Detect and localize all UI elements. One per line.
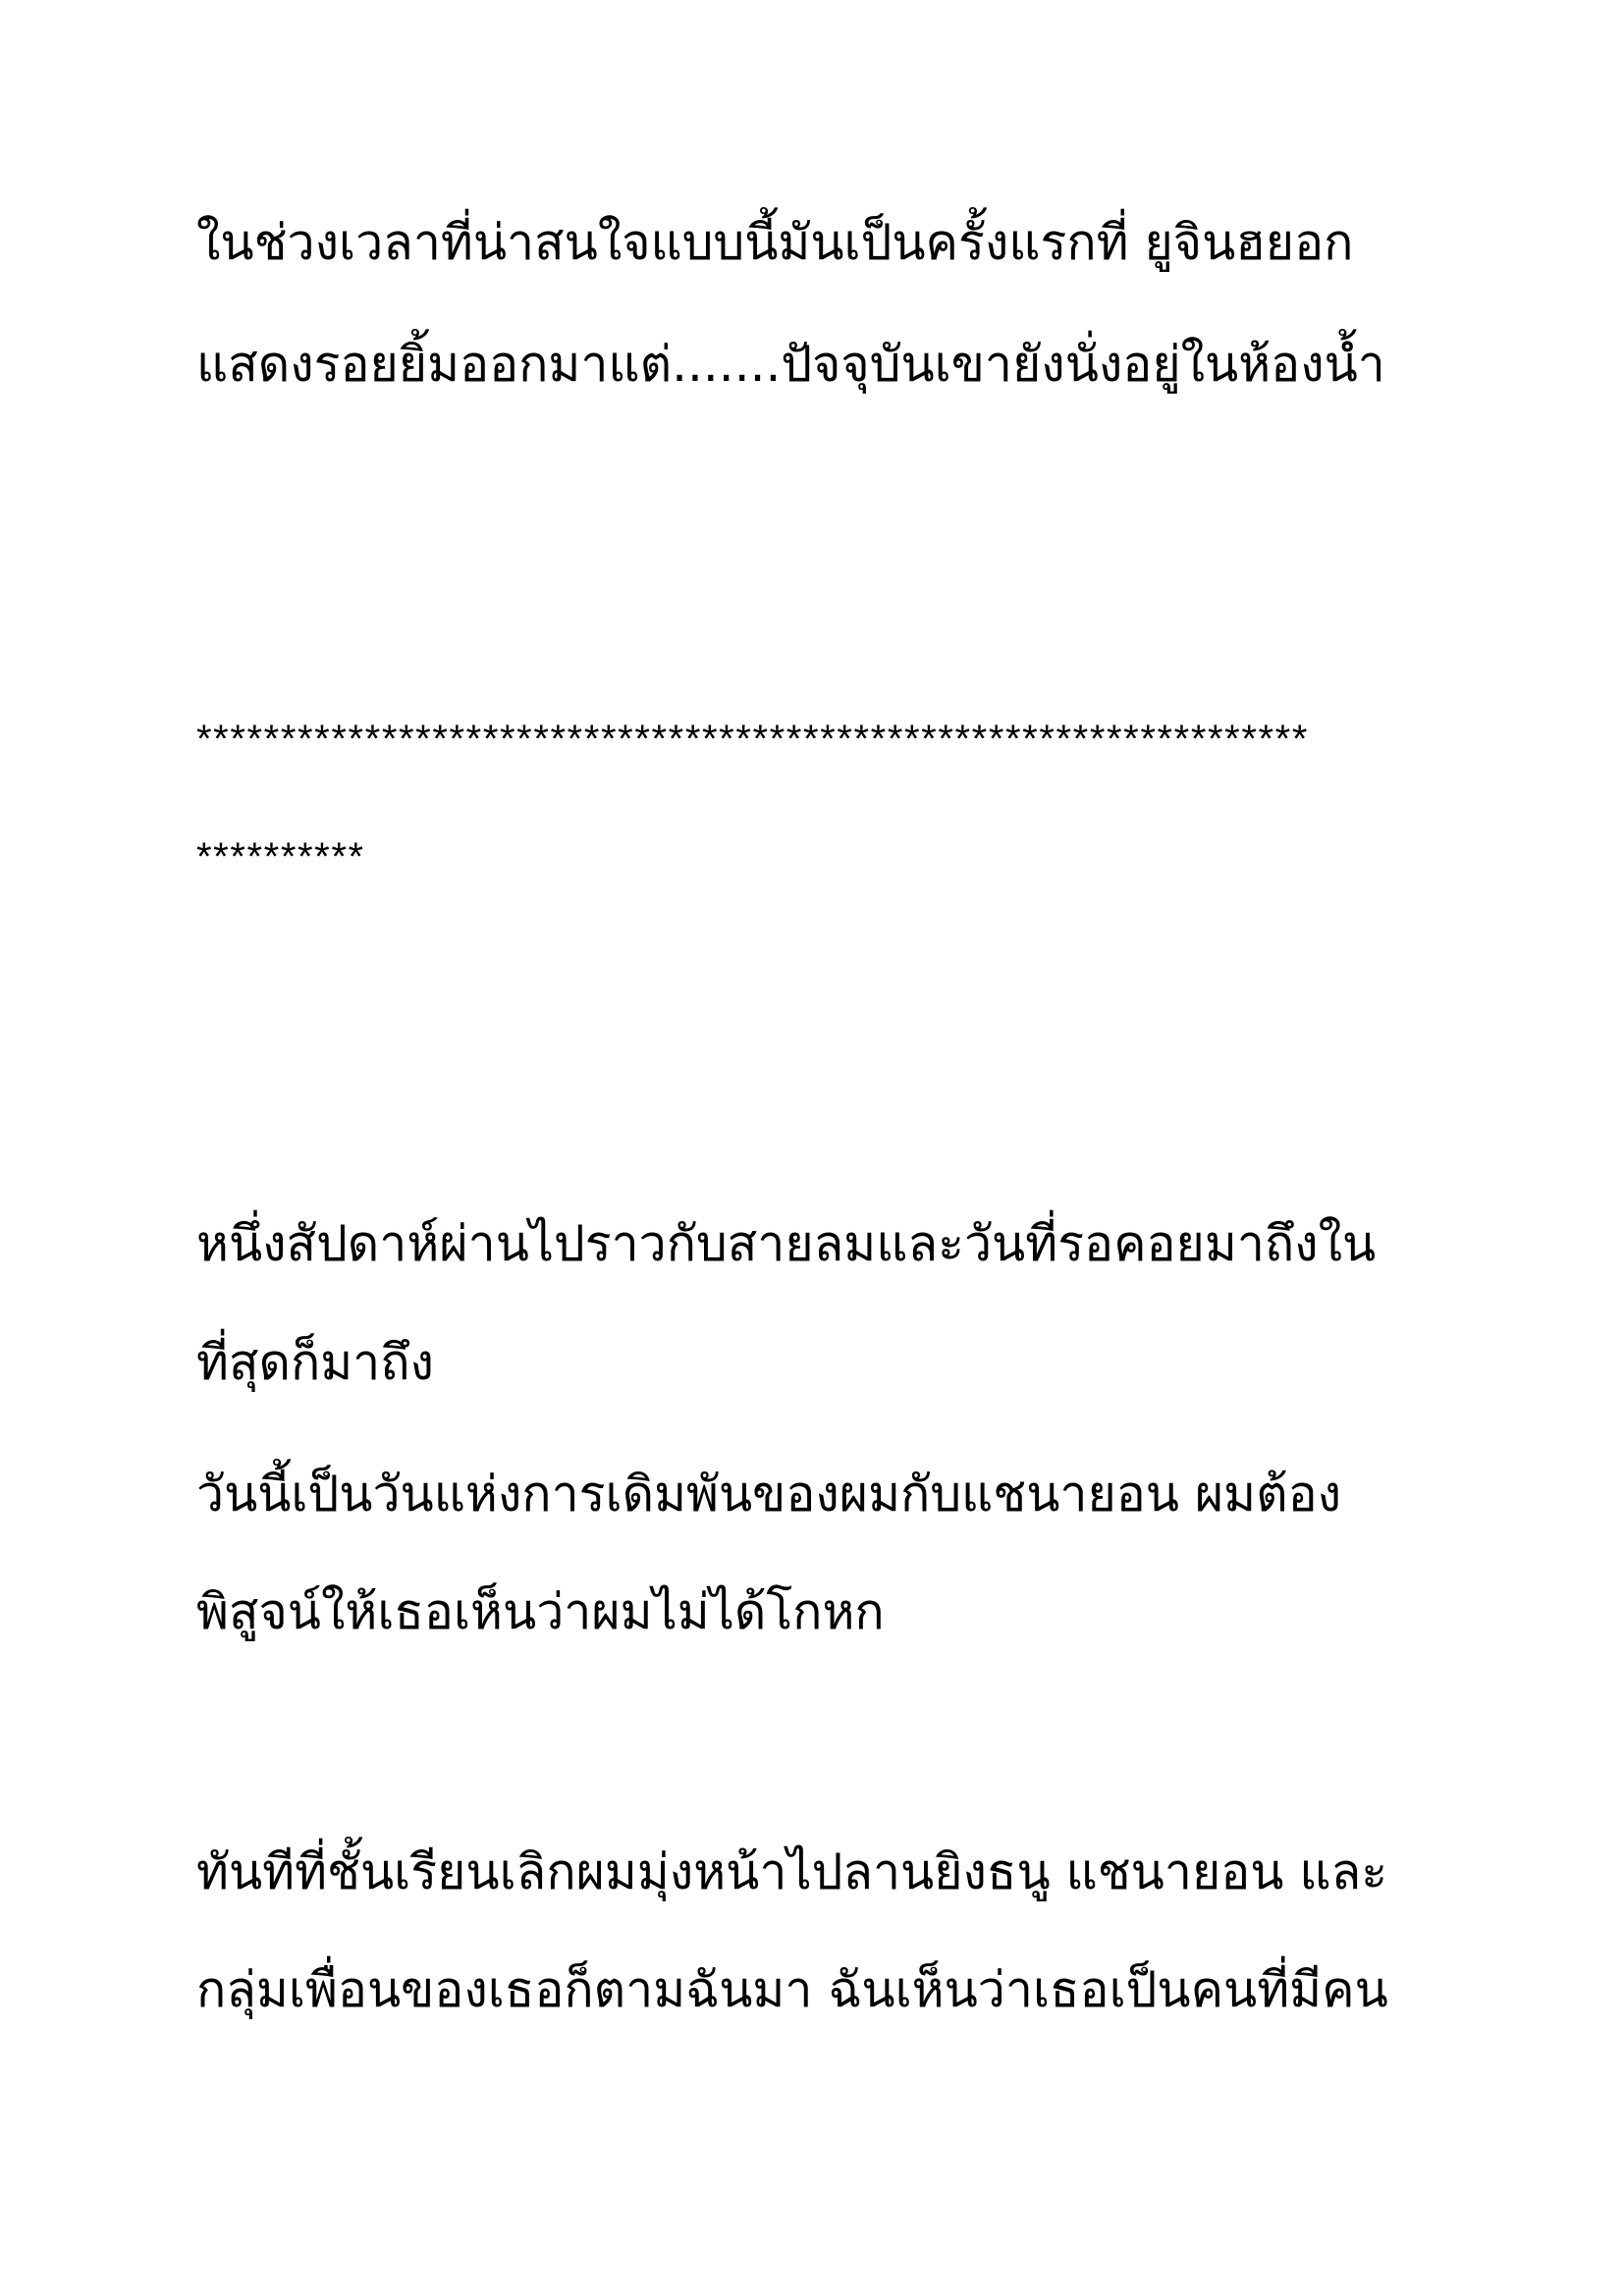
- separator-line-2: **********: [196, 835, 365, 879]
- paragraph-1-line-1: ในช่วงเวลาที่น่าสนใจแบบนี้มันเป็นครั้งแรกที่ ยูจินฮยอก: [196, 214, 1354, 271]
- separator-line-1: ******************************************************************: [196, 718, 1309, 761]
- paragraph-4-line-2: กลุ่มเพื่อนของเธอก็ตามฉันมา ฉันเห็นว่าเธอเป็นคนที่มีคน: [196, 1961, 1388, 2018]
- paragraph-3-line-2: พิสูจน์ให้เธอเห็นว่าผมไม่ได้โกหก: [196, 1583, 885, 1640]
- paragraph-3-line-1: วันนี้เป็นวันแห่งการเดิมพันของผมกับแชนายอน ผมต้อง: [196, 1466, 1342, 1522]
- paragraph-1-line-2: แสดงรอยยิ้มออกมาแต่.......ปัจจุบันเขายังนั่งอยู่ในห้องน้ำ: [196, 336, 1385, 393]
- paragraph-2-line-1: หนึ่งสัปดาห์ผ่านไปราวกับสายลมและวันที่รอคอยมาถึงใน: [196, 1215, 1377, 1272]
- paragraph-2-line-2: ที่สุดก็มาถึง: [196, 1334, 434, 1391]
- paragraph-4-line-1: ทันทีที่ชั้นเรียนเลิกผมมุ่งหน้าไปลานยิงธนู แชนายอน และ: [196, 1843, 1388, 1900]
